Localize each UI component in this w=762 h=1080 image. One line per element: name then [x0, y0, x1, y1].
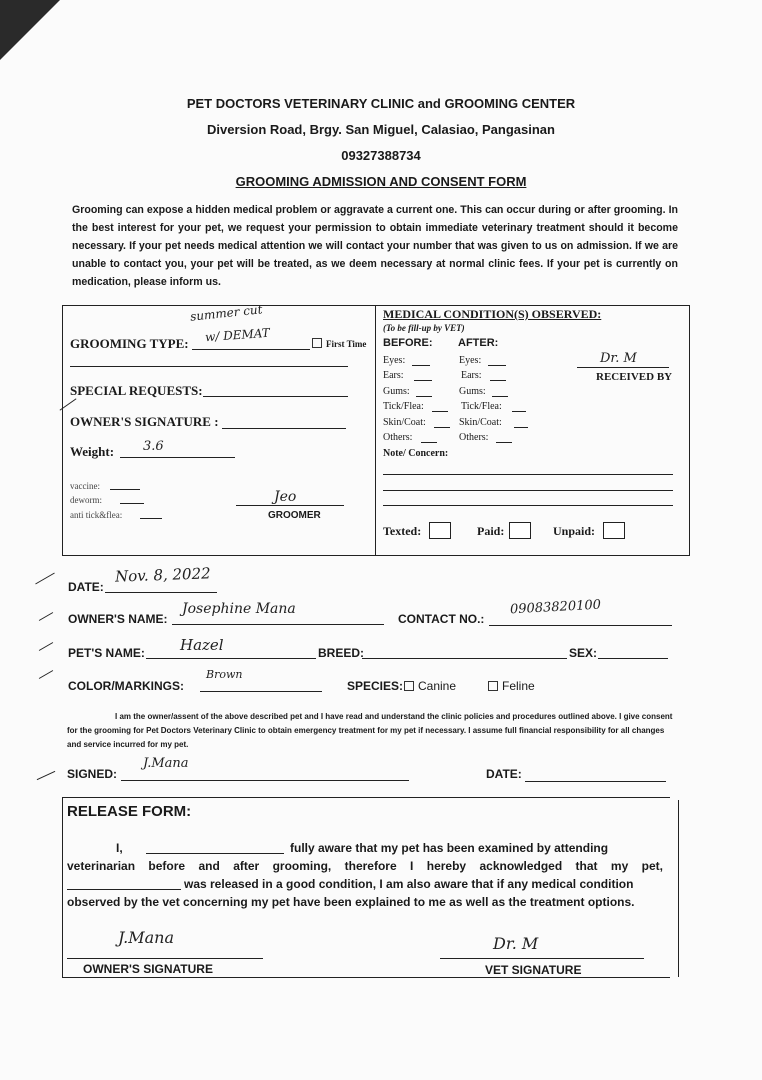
- signed-label: SIGNED:: [67, 767, 118, 781]
- weight-value: 3.6: [143, 439, 164, 454]
- medical-condition-title: MEDICAL CONDITION(S) OBSERVED:: [383, 307, 602, 321]
- release-vet-label: VET SIGNATURE: [485, 963, 582, 977]
- release-bottom-border: [62, 977, 670, 978]
- unpaid-label: Unpaid:: [553, 524, 596, 538]
- after-others: Others:: [459, 432, 489, 443]
- contact-line: [489, 625, 672, 626]
- note-line-1: [383, 474, 673, 475]
- before-label: BEFORE:: [383, 337, 433, 349]
- grooming-type-label: GROOMING TYPE:: [70, 336, 189, 351]
- texted-checkbox[interactable]: [429, 522, 451, 539]
- before-tick-flea-line: [432, 411, 448, 412]
- received-by-label: RECEIVED BY: [596, 371, 673, 383]
- before-eyes-line: [412, 365, 430, 366]
- grooming-type-line-2: [70, 366, 348, 367]
- first-time-checkbox[interactable]: [312, 338, 366, 349]
- breed-label: BREED:: [318, 646, 365, 660]
- paid-checkbox[interactable]: [509, 522, 531, 539]
- check-mark: [39, 612, 53, 621]
- before-eyes: Eyes:: [383, 355, 406, 366]
- clinic-name: PET DOCTORS VETERINARY CLINIC and GROOMING CENTER: [186, 96, 576, 111]
- intro-paragraph: Grooming can expose a hidden medical problem or aggravate a current one. This can occur during or after grooming. In the best interest for your pet, we request your permission to obtain immediate veterinary treatment should it become necessary. If your pet needs medical attention we will contact your number that was given to us on admission. If we are unable to contact you, your pet will be treated, as we deem necessary at normal clinic fees. If your pet is currently on medication, please inform us.: [72, 204, 678, 288]
- vaccine-label: vaccine:: [70, 481, 100, 491]
- before-gums: Gums:: [383, 386, 410, 397]
- unpaid-checkbox[interactable]: [603, 522, 625, 539]
- date-label: DATE:: [68, 580, 104, 594]
- vaccine-line: [110, 489, 140, 490]
- box-divider: [375, 305, 376, 556]
- after-skin-coat-line: [514, 427, 528, 428]
- groomer-line: [236, 505, 344, 506]
- grooming-type-handwriting-1: summer cut: [189, 302, 264, 324]
- after-eyes-line: [488, 365, 506, 366]
- sex-label: SEX:: [569, 646, 598, 660]
- color-markings-label: COLOR/MARKINGS:: [68, 679, 184, 693]
- note-line-2: [383, 490, 673, 491]
- after-others-line: [496, 442, 512, 443]
- after-label: AFTER:: [458, 337, 499, 349]
- owner-name-label: OWNER'S NAME:: [68, 612, 168, 626]
- release-vet-line: [440, 958, 644, 959]
- contact-label: CONTACT NO.:: [398, 612, 485, 626]
- after-gums-line: [492, 396, 508, 397]
- groomer-signature: Jeo: [274, 489, 297, 505]
- signed-value: J.Mana: [143, 756, 189, 771]
- owner-name-value: Josephine Mana: [182, 601, 296, 617]
- note-concern-label: Note/ Concern:: [383, 448, 449, 459]
- signed-line: [121, 780, 409, 781]
- release-vet-signature: Dr. M: [493, 934, 539, 953]
- after-eyes: Eyes:: [459, 355, 482, 366]
- note-line-3: [383, 505, 673, 506]
- check-mark: [39, 642, 53, 651]
- breed-line: [362, 658, 567, 659]
- pet-name-label: PET'S NAME:: [68, 646, 145, 660]
- release-text-2: veterinarian before and after grooming, therefore I hereby acknowledged that my pet,: [67, 859, 663, 873]
- release-text-1: fully aware that my pet has been examined by attending: [290, 841, 609, 855]
- medical-condition-subtitle: (To be fill-up by VET): [383, 323, 465, 333]
- scan-corner-shadow: [0, 0, 60, 60]
- check-mark: [39, 670, 53, 679]
- grooming-type-handwriting-2: w/ DEMAT: [204, 325, 271, 345]
- canine-label: Canine: [418, 679, 457, 693]
- received-by-signature: Dr. M: [600, 351, 637, 366]
- before-others: Others:: [383, 432, 413, 443]
- release-right-border: [678, 800, 679, 977]
- release-owner-line: [67, 958, 263, 959]
- anti-tick-label: anti tick&flea:: [70, 510, 123, 520]
- consent-date-label: DATE:: [486, 767, 522, 781]
- release-owner-label: OWNER'S SIGNATURE: [83, 962, 213, 976]
- after-tick-flea: Tick/Flea:: [461, 401, 502, 412]
- release-top-border: [62, 797, 670, 798]
- after-tick-flea-line: [512, 411, 526, 412]
- sex-line: [598, 658, 668, 659]
- owner-name-line: [172, 624, 384, 625]
- pet-name-value: Hazel: [180, 636, 224, 654]
- species-label: SPECIES:: [347, 679, 404, 693]
- owner-signature-line: [222, 428, 346, 429]
- weight-label: Weight:: [70, 444, 115, 459]
- before-skin-coat: Skin/Coat:: [383, 417, 426, 428]
- anti-tick-line: [140, 518, 162, 519]
- deworm-line: [120, 503, 144, 504]
- paid-label: Paid:: [477, 524, 505, 538]
- color-markings-line: [200, 691, 322, 692]
- before-ears: Ears:: [383, 370, 404, 381]
- first-time-label: First Time: [326, 339, 367, 349]
- before-others-line: [421, 442, 437, 443]
- groomer-label: GROOMER: [268, 510, 321, 521]
- before-tick-flea: Tick/Flea:: [383, 401, 424, 412]
- after-ears: Ears:: [461, 370, 482, 381]
- after-ears-line: [490, 380, 506, 381]
- clinic-phone: 09327388734: [341, 148, 421, 163]
- checkbox-icon: [404, 681, 414, 691]
- grooming-type-line: [192, 349, 310, 350]
- weight-line: [120, 457, 235, 458]
- owner-signature-label: OWNER'S SIGNATURE :: [70, 414, 219, 429]
- checkbox-icon: [488, 681, 498, 691]
- special-requests-label: SPECIAL REQUESTS:: [70, 383, 203, 398]
- received-by-line: [577, 367, 669, 368]
- after-gums: Gums:: [459, 386, 486, 397]
- form-title: GROOMING ADMISSION AND CONSENT FORM: [235, 174, 527, 189]
- after-skin-coat: Skin/Coat:: [459, 417, 502, 428]
- release-pet-line: [67, 889, 181, 890]
- canine-option[interactable]: [404, 679, 456, 693]
- feline-label: Feline: [502, 679, 535, 693]
- consent-text: I am the owner/assent of the above described pet and I have read and understand the clinic policies and procedures outlined above. I give consent for the grooming for Pet Doctors Veterinary Clinic to obtain emergency treatment for my pet if necessary. I assume full financial responsibility for all changes and service incurred for my pet.: [67, 712, 673, 749]
- pet-name-line: [146, 658, 316, 659]
- release-text-4: observed by the vet concerning my pet have been explained to me as well as the treatment options.: [67, 895, 635, 909]
- texted-label: Texted:: [383, 524, 422, 538]
- release-title: RELEASE FORM:: [67, 803, 192, 820]
- date-value: Nov. 8, 2022: [114, 564, 211, 586]
- before-skin-coat-line: [434, 427, 450, 428]
- clinic-address: Diversion Road, Brgy. San Miguel, Calasiao, Pangasinan: [207, 122, 555, 137]
- check-mark: [35, 573, 55, 585]
- consent-date-line: [525, 781, 666, 782]
- special-requests-line: [203, 396, 348, 397]
- release-i-label: I,: [116, 841, 123, 855]
- release-name-line: [146, 853, 284, 854]
- date-line: [105, 592, 217, 593]
- feline-option[interactable]: [488, 679, 535, 693]
- release-text-3: was released in a good condition, I am also aware that if any medical condition: [184, 877, 634, 891]
- release-owner-signature: J.Mana: [118, 928, 175, 947]
- release-left-border: [62, 797, 63, 977]
- color-markings-value: Brown: [206, 668, 243, 681]
- before-ears-line: [414, 380, 432, 381]
- deworm-label: deworm:: [70, 495, 102, 505]
- contact-value: 09083820100: [509, 597, 602, 618]
- checked-box-icon: [312, 338, 322, 348]
- before-gums-line: [416, 396, 432, 397]
- check-mark: [37, 771, 56, 780]
